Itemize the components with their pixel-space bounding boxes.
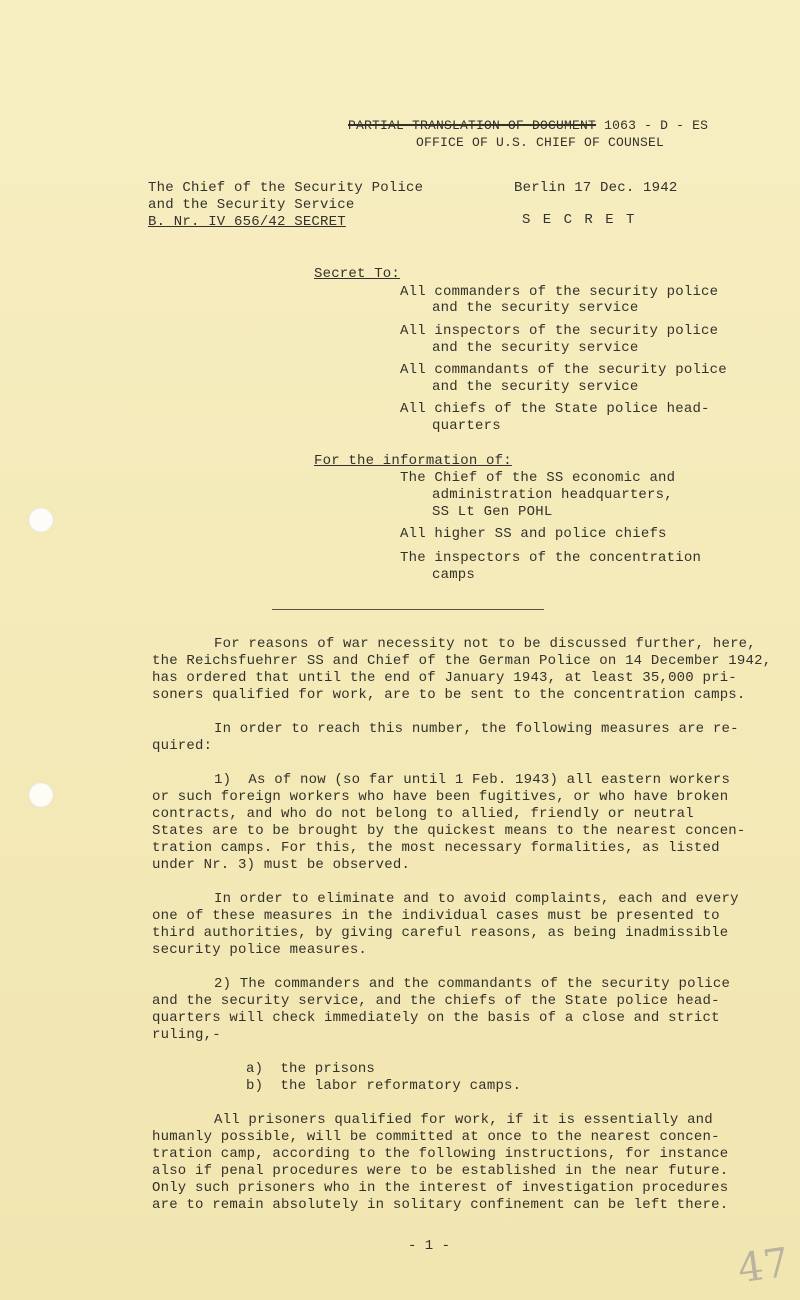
- recipient-line: All commanders of the security police: [400, 284, 719, 300]
- body-line: States are to be brought by the quickest means to the nearest concen-: [152, 823, 746, 839]
- body-line: ruling,-: [152, 1027, 221, 1043]
- body-line: 2) The commanders and the commandants of the security police: [214, 976, 731, 992]
- information-line: SS Lt Gen POHL: [432, 504, 553, 520]
- sender-line-1: The Chief of the Security Police: [148, 180, 424, 196]
- recipient-line: and the security service: [432, 300, 639, 316]
- information-line: All higher SS and police chiefs: [400, 526, 667, 542]
- page-number: - 1 -: [408, 1238, 451, 1254]
- body-line: also if penal procedures were to be established in the near future.: [152, 1163, 729, 1179]
- body-line: tration camp, according to the following instructions, for instance: [152, 1146, 729, 1162]
- body-line: In order to eliminate and to avoid complaints, each and every: [214, 891, 739, 907]
- section-divider: [272, 609, 544, 610]
- recipient-line: and the security service: [432, 379, 639, 395]
- information-line: camps: [432, 567, 476, 583]
- classification-mark: S E C R E T: [522, 212, 637, 228]
- body-line: security police measures.: [152, 942, 368, 958]
- body-line: humanly possible, will be committed at once to the nearest concen-: [152, 1129, 720, 1145]
- information-heading: For the information of:: [314, 453, 512, 469]
- body-line: For reasons of war necessity not to be discussed further, here,: [214, 636, 756, 652]
- body-line: the Reichsfuehrer SS and Chief of the German Police on 14 December 1942,: [152, 653, 772, 669]
- body-line: In order to reach this number, the following measures are re-: [214, 721, 739, 737]
- body-line: contracts, and who do not belong to allied, friendly or neutral: [152, 806, 694, 822]
- handwritten-page-mark: 47: [735, 1239, 792, 1293]
- body-line: under Nr. 3) must be observed.: [152, 857, 411, 873]
- information-line: The Chief of the SS economic and: [400, 470, 676, 486]
- body-line: soners qualified for work, are to be sent to the concentration camps.: [152, 687, 746, 703]
- date-line: Berlin 17 Dec. 1942: [514, 180, 678, 196]
- body-line: third authorities, by giving careful reasons, as being inadmissible: [152, 925, 729, 941]
- recipient-line: All commandants of the security police: [400, 362, 727, 378]
- recipient-line: All inspectors of the security police: [400, 323, 719, 339]
- recipients-heading: Secret To:: [314, 266, 401, 282]
- list-item: a) the prisons: [246, 1061, 376, 1077]
- body-line: and the security service, and the chiefs of the State police head-: [152, 993, 720, 1009]
- list-item: b) the labor reformatory camps.: [246, 1078, 522, 1094]
- header-line-2: OFFICE OF U.S. CHIEF OF COUNSEL: [416, 135, 665, 150]
- body-line: quired:: [152, 738, 213, 754]
- body-line: 1) As of now (so far until 1 Feb. 1943) all eastern workers: [214, 772, 731, 788]
- body-line: Only such prisoners who in the interest of investigation procedures: [152, 1180, 729, 1196]
- punch-hole: [28, 507, 54, 533]
- header-line-1: PARTIAL TRANSLATION OF DOCUMENT 1063 - D - ES: [348, 118, 709, 133]
- sender-line-2: and the Security Service: [148, 197, 355, 213]
- body-line: has ordered that until the end of January 1943, at least 35,000 pri-: [152, 670, 737, 686]
- recipient-line: All chiefs of the State police head-: [400, 401, 710, 417]
- body-line: All prisoners qualified for work, if it is essentially and: [214, 1112, 713, 1128]
- body-line: tration camps. For this, the most necessary formalities, as listed: [152, 840, 720, 856]
- body-line: are to remain absolutely in solitary confinement can be left there.: [152, 1197, 729, 1213]
- body-line: one of these measures in the individual cases must be presented to: [152, 908, 720, 924]
- sender-reference: B. Nr. IV 656/42 SECRET: [148, 214, 346, 230]
- information-line: administration headquarters,: [432, 487, 673, 503]
- recipient-line: and the security service: [432, 340, 639, 356]
- recipient-line: quarters: [432, 418, 501, 434]
- body-line: or such foreign workers who have been fugitives, or who have broken: [152, 789, 729, 805]
- body-line: quarters will check immediately on the basis of a close and strict: [152, 1010, 720, 1026]
- punch-hole: [28, 782, 54, 808]
- information-line: The inspectors of the concentration: [400, 550, 702, 566]
